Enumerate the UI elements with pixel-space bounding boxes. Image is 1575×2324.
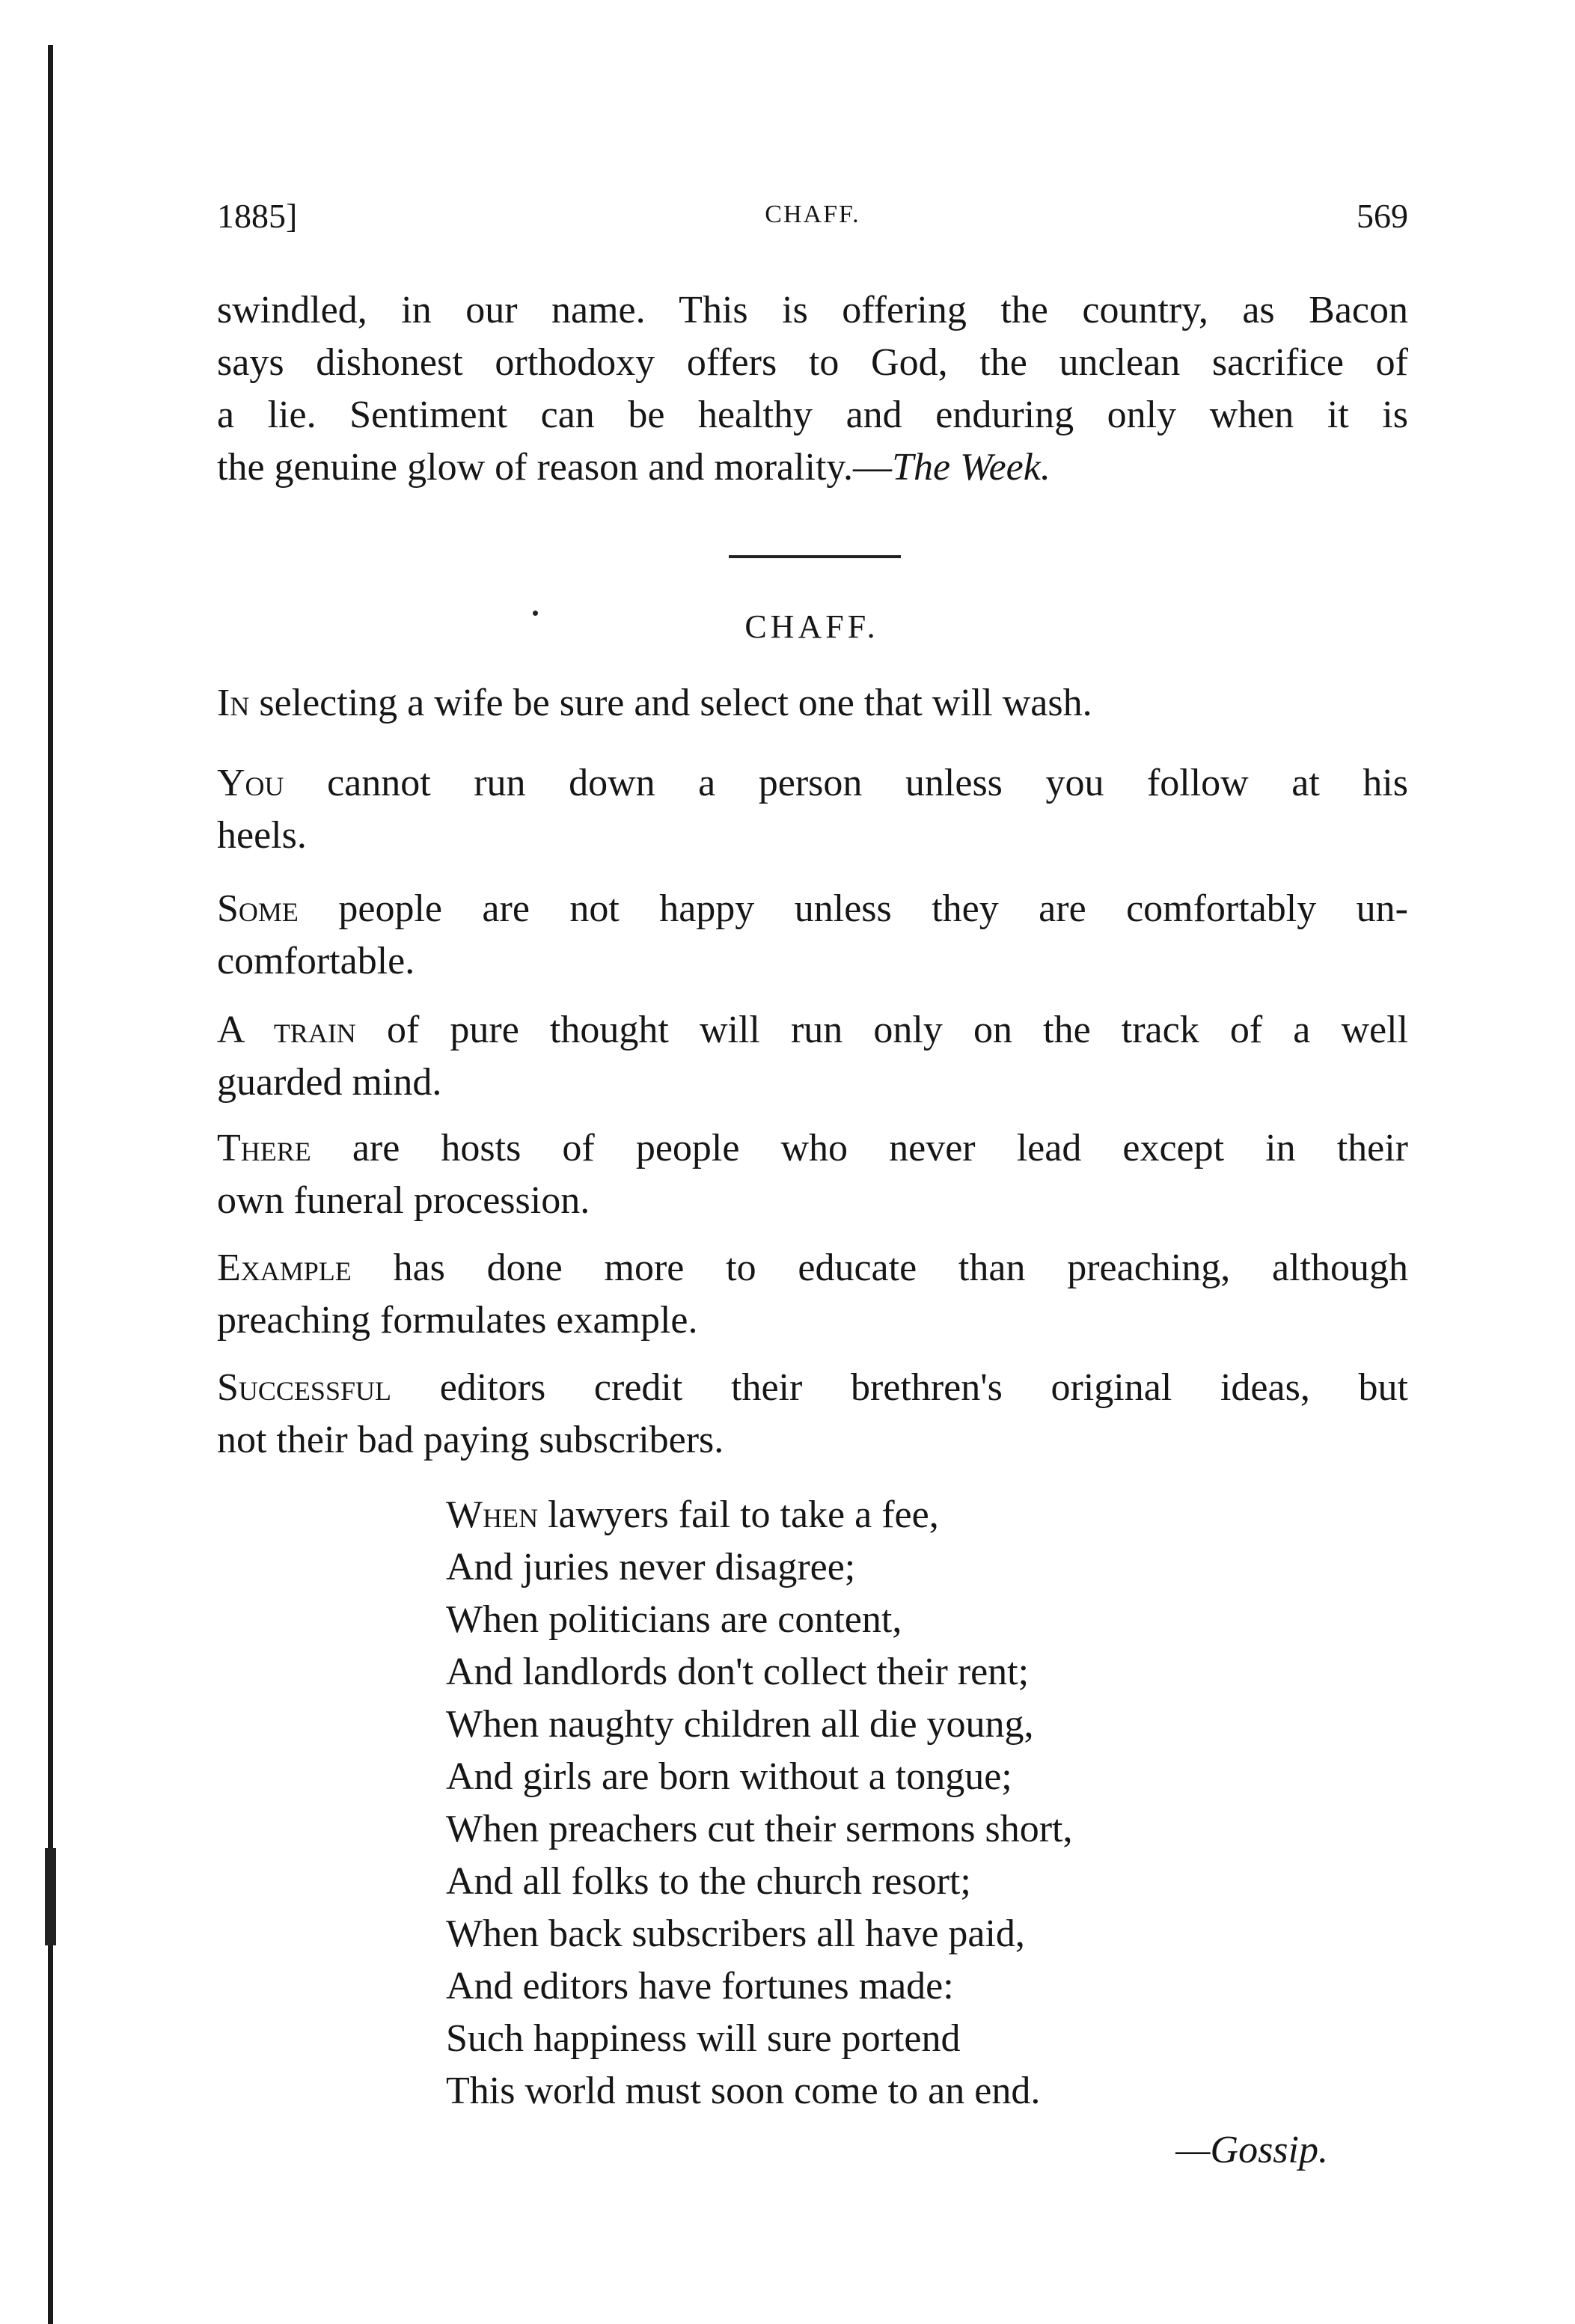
text-line: says dishonest orthodoxy offers to God, the unclean sacrifice of: [217, 341, 1408, 384]
text-line: preaching formulates example.: [217, 1299, 698, 1342]
chaff-item: [217, 1004, 1408, 1109]
lead-word: A train: [217, 1009, 356, 1051]
text-fragment: has done more to educate than preaching, although: [351, 1247, 1408, 1289]
poem-line: And girls are born without a tongue;: [446, 1755, 1012, 1798]
text-line: [217, 1122, 1408, 1175]
text-line: heels.: [217, 814, 307, 857]
poem-line: And juries never disagree;: [446, 1546, 856, 1588]
chaff-item: [217, 757, 1408, 862]
lead-word: There: [217, 1127, 311, 1169]
page-edge-line: [48, 45, 53, 2324]
intro-paragraph: [217, 284, 1408, 494]
text-line: [217, 1242, 1408, 1294]
text-fragment: editors credit their brethren's original ideas, but: [391, 1366, 1408, 1409]
text-line: comfortable.: [217, 940, 415, 982]
page-header: [217, 196, 1408, 248]
poem-attribution: —Gossip.: [1175, 2129, 1328, 2171]
lead-word: Successful: [217, 1366, 391, 1409]
poem-line: When politicians are content,: [446, 1598, 902, 1641]
text-line: [217, 1362, 1408, 1414]
text-line: [217, 757, 1408, 810]
chaff-item: [217, 1242, 1408, 1347]
binding-mark: [45, 1848, 56, 1945]
chaff-item: [217, 883, 1408, 988]
lead-word: When: [446, 1493, 539, 1536]
poem: [446, 1489, 1344, 2117]
text-fragment: lawyers fail to take a fee,: [538, 1493, 939, 1536]
lead-word: You: [217, 762, 284, 804]
chaff-item: [217, 1362, 1408, 1467]
text-line: [217, 883, 1408, 935]
section-divider: [729, 555, 901, 558]
poem-line: When naughty children all die young,: [446, 1703, 1034, 1746]
lead-word: Some: [217, 887, 299, 930]
source-citation: The Week.: [892, 446, 1050, 489]
poem-line: And all folks to the church resort;: [446, 1860, 971, 1903]
section-title: CHAFF.: [744, 608, 879, 645]
poem-line: When preachers cut their sermons short,: [446, 1808, 1073, 1850]
text-line: swindled, in our name. This is offering the country, as Bacon: [217, 289, 1408, 331]
header-year: 1885]: [217, 197, 298, 235]
running-title: CHAFF.: [765, 201, 860, 228]
chaff-item: [217, 677, 1408, 730]
poem-line: And editors have fortunes made:: [446, 1965, 954, 2007]
text-line: [217, 677, 1408, 730]
lead-word: Example: [217, 1247, 352, 1289]
text-line: [217, 441, 1408, 494]
poem-line: When back subscribers all have paid,: [446, 1912, 1025, 1955]
poem-line: This world must soon come to an end.: [446, 2070, 1041, 2112]
text-fragment: people are not happy unless they are comfortably un-: [298, 887, 1408, 930]
text-fragment: selecting a wife be sure and select one that will wash.: [249, 682, 1092, 724]
page-number: 569: [1357, 197, 1408, 235]
text-fragment: of pure thought will run only on the track of a well: [355, 1009, 1409, 1051]
text-line: [217, 1004, 1408, 1056]
text-line: a lie. Sentiment can be healthy and enduring only when it is: [217, 394, 1408, 436]
text-line: not their bad paying subscribers.: [217, 1419, 724, 1461]
text-fragment: the genuine glow of reason and morality.—: [217, 446, 893, 489]
poem-line: And landlords don't collect their rent;: [446, 1651, 1030, 1693]
text-line: guarded mind.: [217, 1061, 442, 1104]
text-fragment: cannot run down a person unless you follow at his: [284, 762, 1408, 804]
text-fragment: are hosts of people who never lead except in their: [311, 1127, 1408, 1169]
chaff-item: [217, 1122, 1408, 1227]
poem-line: [446, 1489, 1344, 1541]
poem-line: Such happiness will sure portend: [446, 2017, 961, 2060]
lead-word: In: [217, 682, 250, 724]
text-line: own funeral procession.: [217, 1179, 590, 1222]
